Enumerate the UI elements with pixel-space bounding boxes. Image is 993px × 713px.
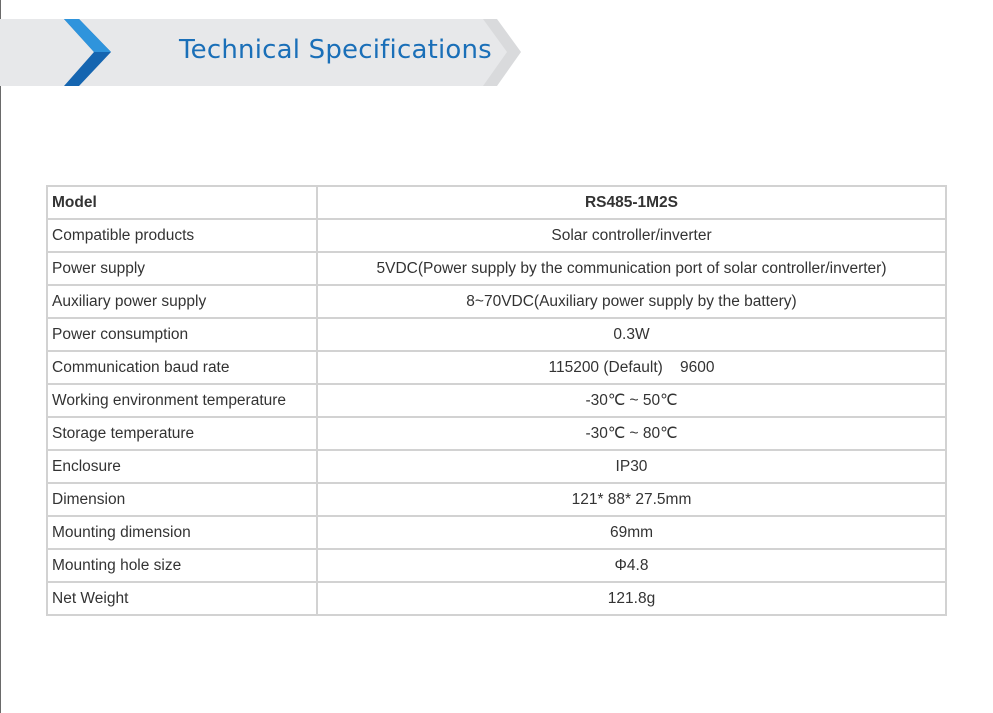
spec-table [46,185,947,616]
spec-label: Compatible products [47,219,317,252]
spec-label: Working environment temperature [47,384,317,417]
spec-value: 5VDC(Power supply by the communication port of solar controller/inverter) [317,252,946,285]
spec-value: Φ4.8 [317,549,946,582]
page-left-border [0,0,1,713]
spec-value: 8~70VDC(Auxiliary power supply by the battery) [317,285,946,318]
spec-row [47,318,946,351]
spec-label: Power supply [47,252,317,285]
spec-value: Solar controller/inverter [317,219,946,252]
spec-label: Net Weight [47,582,317,615]
spec-header-value: RS485-1M2S [317,186,946,219]
spec-value: 0.3W [317,318,946,351]
spec-label: Dimension [47,483,317,516]
spec-row [47,450,946,483]
spec-header-row [47,186,946,219]
spec-row [47,516,946,549]
spec-value: -30℃ ~ 50℃ [317,384,946,417]
spec-row [47,483,946,516]
spec-row [47,582,946,615]
spec-value: 115200 (Default) 9600 [317,351,946,384]
spec-header-label: Model [47,186,317,219]
spec-label: Enclosure [47,450,317,483]
spec-value: 121* 88* 27.5mm [317,483,946,516]
page-title: Technical Specifications [179,35,492,65]
spec-row [47,351,946,384]
spec-row [47,285,946,318]
spec-label: Communication baud rate [47,351,317,384]
spec-label: Mounting hole size [47,549,317,582]
spec-row [47,549,946,582]
spec-row [47,417,946,450]
spec-value: IP30 [317,450,946,483]
spec-row [47,252,946,285]
spec-value: 121.8g [317,582,946,615]
header-banner [0,0,993,100]
spec-label: Storage temperature [47,417,317,450]
spec-table-body [47,186,946,615]
spec-value: 69mm [317,516,946,549]
spec-label: Auxiliary power supply [47,285,317,318]
spec-row [47,384,946,417]
spec-row [47,219,946,252]
spec-value: -30℃ ~ 80℃ [317,417,946,450]
spec-label: Mounting dimension [47,516,317,549]
spec-label: Power consumption [47,318,317,351]
